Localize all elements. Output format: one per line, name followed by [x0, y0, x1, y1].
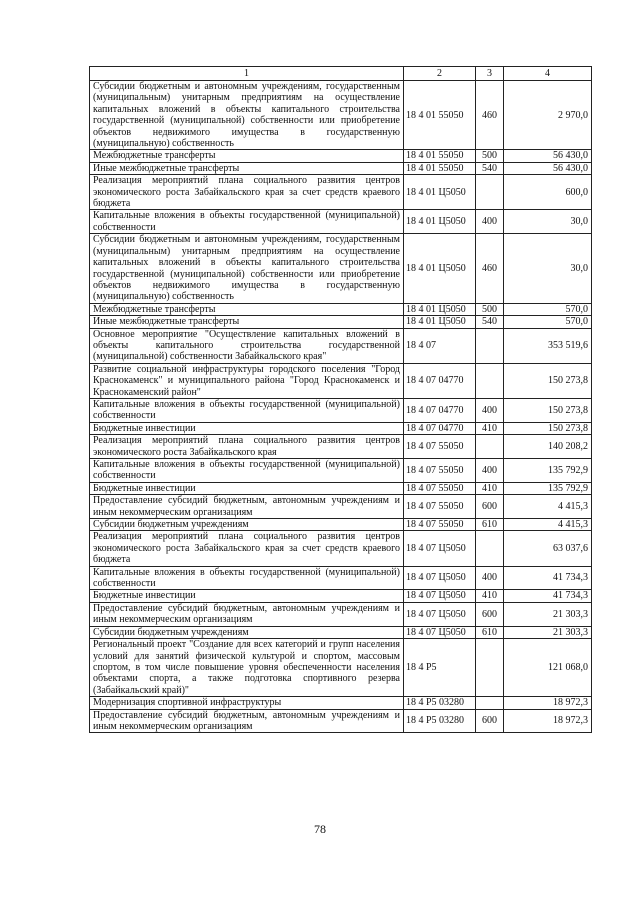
row-expense-type-cell: 400: [476, 398, 504, 422]
table-row: [90, 363, 592, 398]
row-amount-cell: 570,0: [504, 316, 592, 328]
row-name-cell: Бюджетные инвестиции: [90, 482, 404, 494]
table-row: [90, 81, 592, 150]
table-row: [90, 422, 592, 434]
row-name-cell: Капитальные вложения в объекты государственной (муниципальной) собственности: [90, 210, 404, 234]
table-row: [90, 590, 592, 602]
table-row: [90, 234, 592, 303]
row-expense-type-cell: 600: [476, 709, 504, 733]
row-code-cell: 18 4 01 Ц5050: [404, 303, 476, 315]
row-expense-type-cell: 600: [476, 602, 504, 626]
row-expense-type-cell: 500: [476, 150, 504, 162]
row-name-cell: Реализация мероприятий плана социального развития центров экономического роста Забайкальского края за счет средств краевого бюджета: [90, 531, 404, 566]
row-amount-cell: 18 972,3: [504, 709, 592, 733]
header-col-3: 3: [476, 67, 504, 81]
row-code-cell: 18 4 07 55050: [404, 435, 476, 459]
row-amount-cell: 4 415,3: [504, 519, 592, 531]
row-name-cell: Капитальные вложения в объекты государственной (муниципальной) собственности: [90, 566, 404, 590]
row-name-cell: Субсидии бюджетным и автономным учреждениям, государственным (муниципальным) унитарным предприятиям на осуществление капитальных вложений в объекты капитального строительства государственной (муниципальной) собственности или приобретение объектов недвижимого имущества в государственную (муниципальную) собственность: [90, 81, 404, 150]
row-code-cell: 18 4 01 55050: [404, 162, 476, 174]
row-name-cell: Субсидии бюджетным и автономным учреждениям, государственным (муниципальным) унитарным предприятиям на осуществление капитальных вложений в объекты капитального строительства государственной (муниципальной) собственности или приобретение объектов недвижимого имущества в государственную (муниципальную) собственность: [90, 234, 404, 303]
row-expense-type-cell: 610: [476, 519, 504, 531]
row-code-cell: 18 4 01 55050: [404, 81, 476, 150]
row-amount-cell: 135 792,9: [504, 459, 592, 483]
budget-table: [89, 66, 592, 733]
row-code-cell: 18 4 01 Ц5050: [404, 234, 476, 303]
row-expense-type-cell: [476, 363, 504, 398]
row-name-cell: Межбюджетные трансферты: [90, 303, 404, 315]
row-code-cell: 18 4 07 04770: [404, 422, 476, 434]
row-code-cell: 18 4 07 04770: [404, 363, 476, 398]
row-expense-type-cell: [476, 531, 504, 566]
row-expense-type-cell: [476, 697, 504, 709]
row-amount-cell: 56 430,0: [504, 162, 592, 174]
table-row: [90, 303, 592, 315]
row-code-cell: 18 4 07 55050: [404, 495, 476, 519]
row-name-cell: Модернизация спортивной инфраструктуры: [90, 697, 404, 709]
row-amount-cell: 570,0: [504, 303, 592, 315]
table-row: [90, 531, 592, 566]
row-code-cell: 18 4 07 55050: [404, 519, 476, 531]
row-code-cell: 18 4 07 Ц5050: [404, 602, 476, 626]
row-name-cell: Капитальные вложения в объекты государственной (муниципальной) собственности: [90, 398, 404, 422]
table-row: [90, 316, 592, 328]
row-expense-type-cell: 460: [476, 81, 504, 150]
row-code-cell: 18 4 07 Ц5050: [404, 626, 476, 638]
row-amount-cell: 41 734,3: [504, 566, 592, 590]
table-row: [90, 175, 592, 210]
header-col-2: 2: [404, 67, 476, 81]
table-row: [90, 639, 592, 697]
table-row: [90, 150, 592, 162]
row-amount-cell: 4 415,3: [504, 495, 592, 519]
row-expense-type-cell: [476, 328, 504, 363]
header-col-1: 1: [90, 67, 404, 81]
row-expense-type-cell: [476, 639, 504, 697]
row-name-cell: Развитие социальной инфраструктуры городского поселения "Город Краснокаменск" и муниципального района "Город Краснокаменск и Краснокаменский район": [90, 363, 404, 398]
row-amount-cell: 600,0: [504, 175, 592, 210]
row-code-cell: 18 4 07 55050: [404, 459, 476, 483]
table-row: [90, 519, 592, 531]
table-row: [90, 398, 592, 422]
row-name-cell: Основное мероприятие "Осуществление капитальных вложений в объекты капитального строительства государственной (муниципальной) собственности Забайкальского края": [90, 328, 404, 363]
row-expense-type-cell: 540: [476, 316, 504, 328]
row-amount-cell: 150 273,8: [504, 398, 592, 422]
row-name-cell: Межбюджетные трансферты: [90, 150, 404, 162]
page-number: 78: [314, 822, 326, 836]
table-row: [90, 495, 592, 519]
row-amount-cell: 21 303,3: [504, 626, 592, 638]
row-expense-type-cell: 600: [476, 495, 504, 519]
table-row: [90, 435, 592, 459]
row-name-cell: Иные межбюджетные трансферты: [90, 316, 404, 328]
row-name-cell: Предоставление субсидий бюджетным, автономным учреждениям и иным некоммерческим организациям: [90, 602, 404, 626]
row-name-cell: Субсидии бюджетным учреждениям: [90, 626, 404, 638]
row-amount-cell: 30,0: [504, 234, 592, 303]
row-code-cell: 18 4 07: [404, 328, 476, 363]
row-expense-type-cell: 410: [476, 482, 504, 494]
row-name-cell: Бюджетные инвестиции: [90, 422, 404, 434]
row-amount-cell: 63 037,6: [504, 531, 592, 566]
row-expense-type-cell: [476, 175, 504, 210]
row-expense-type-cell: 400: [476, 210, 504, 234]
table-header-row: [90, 67, 592, 81]
row-name-cell: Предоставление субсидий бюджетным, автономным учреждениям и иным некоммерческим организациям: [90, 495, 404, 519]
row-amount-cell: 2 970,0: [504, 81, 592, 150]
row-code-cell: 18 4 01 55050: [404, 150, 476, 162]
row-amount-cell: 41 734,3: [504, 590, 592, 602]
row-expense-type-cell: 540: [476, 162, 504, 174]
row-code-cell: 18 4 07 Ц5050: [404, 531, 476, 566]
row-expense-type-cell: 610: [476, 626, 504, 638]
row-amount-cell: 56 430,0: [504, 150, 592, 162]
row-code-cell: 18 4 01 Ц5050: [404, 316, 476, 328]
row-amount-cell: 21 303,3: [504, 602, 592, 626]
table-row: [90, 210, 592, 234]
table-row: [90, 328, 592, 363]
row-expense-type-cell: 410: [476, 590, 504, 602]
row-name-cell: Иные межбюджетные трансферты: [90, 162, 404, 174]
row-expense-type-cell: [476, 435, 504, 459]
row-amount-cell: 30,0: [504, 210, 592, 234]
row-name-cell: Бюджетные инвестиции: [90, 590, 404, 602]
row-code-cell: 18 4 07 Ц5050: [404, 590, 476, 602]
table-row: [90, 626, 592, 638]
table-row: [90, 709, 592, 733]
row-name-cell: Реализация мероприятий плана социального развития центров экономического роста Забайкальского края за счет средств краевого бюджета: [90, 175, 404, 210]
row-code-cell: 18 4 01 Ц5050: [404, 210, 476, 234]
row-amount-cell: 150 273,8: [504, 363, 592, 398]
row-expense-type-cell: 460: [476, 234, 504, 303]
row-code-cell: 18 4 07 04770: [404, 398, 476, 422]
row-name-cell: Реализация мероприятий плана социального развития центров экономического роста Забайкальского края: [90, 435, 404, 459]
row-amount-cell: 135 792,9: [504, 482, 592, 494]
table-row: [90, 566, 592, 590]
row-code-cell: 18 4 P5: [404, 639, 476, 697]
row-expense-type-cell: 500: [476, 303, 504, 315]
row-name-cell: Субсидии бюджетным учреждениям: [90, 519, 404, 531]
row-code-cell: 18 4 07 Ц5050: [404, 566, 476, 590]
row-name-cell: Региональный проект "Создание для всех категорий и групп населения условий для занятий физической культурой и спортом, массовым спортом, в том числе повышение уровня обеспеченности населения объектами спорта, а также подготовка спортивного резерва (Забайкальский край)": [90, 639, 404, 697]
row-expense-type-cell: 400: [476, 566, 504, 590]
row-code-cell: 18 4 01 Ц5050: [404, 175, 476, 210]
row-code-cell: 18 4 P5 03280: [404, 697, 476, 709]
row-name-cell: Капитальные вложения в объекты государственной (муниципальной) собственности: [90, 459, 404, 483]
row-code-cell: 18 4 P5 03280: [404, 709, 476, 733]
document-page: [89, 66, 591, 733]
row-amount-cell: 121 068,0: [504, 639, 592, 697]
table-row: [90, 459, 592, 483]
row-amount-cell: 353 519,6: [504, 328, 592, 363]
header-col-4: 4: [504, 67, 592, 81]
row-code-cell: 18 4 07 55050: [404, 482, 476, 494]
table-row: [90, 602, 592, 626]
row-expense-type-cell: 410: [476, 422, 504, 434]
row-expense-type-cell: 400: [476, 459, 504, 483]
row-amount-cell: 18 972,3: [504, 697, 592, 709]
table-row: [90, 482, 592, 494]
row-amount-cell: 150 273,8: [504, 422, 592, 434]
table-row: [90, 162, 592, 174]
row-name-cell: Предоставление субсидий бюджетным, автономным учреждениям и иным некоммерческим организациям: [90, 709, 404, 733]
row-amount-cell: 140 208,2: [504, 435, 592, 459]
table-body: [90, 81, 592, 733]
table-row: [90, 697, 592, 709]
